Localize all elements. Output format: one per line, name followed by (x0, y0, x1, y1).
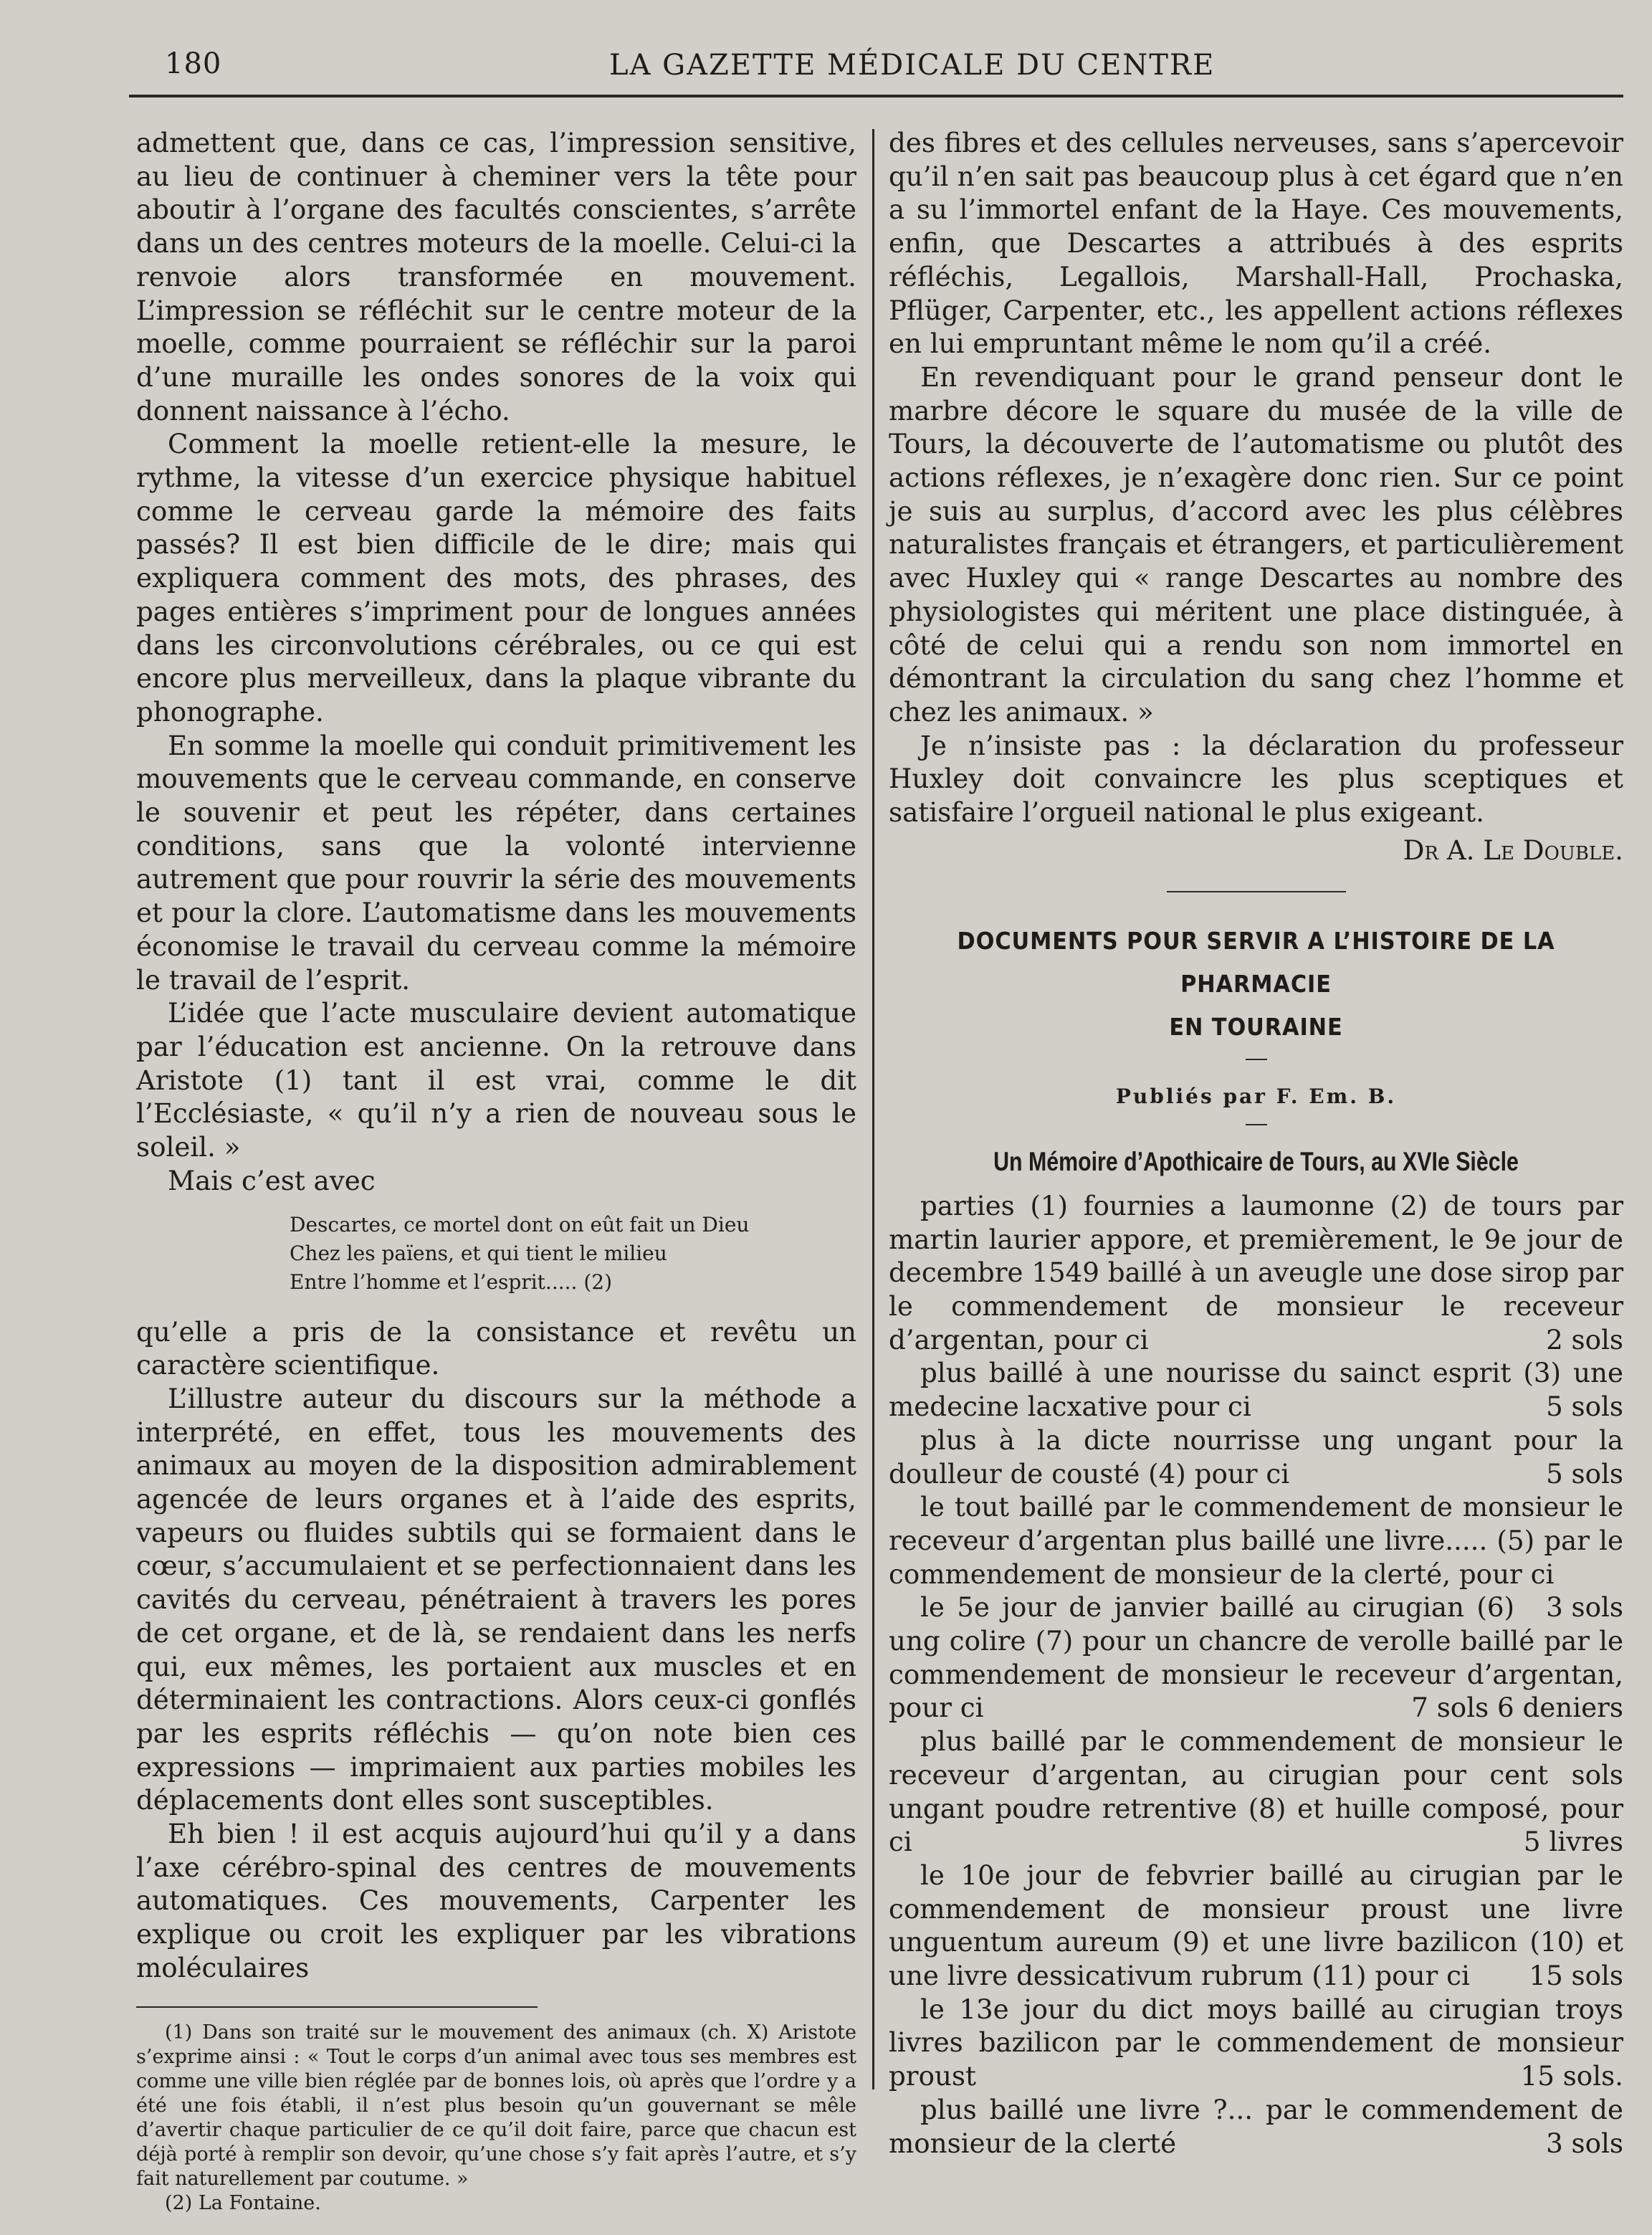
verse-line: Chez les païens, et qui tient le milieu (290, 1241, 667, 1265)
byline-dash (1246, 1124, 1267, 1125)
verse-quote (290, 1211, 856, 1297)
section-title-line: EN TOURAINE (1169, 1013, 1343, 1042)
paragraph: L’illustre auteur du discours sur la méthode a interprété, en effet, tous les mouvements des animaux au moyen de la disposition admirablement agencée de leurs organes et à l’aide des esprits, vapeurs ou fluides subtils qui se formaient dans le cœur, s’accumulaient et se perfectionnaient dans les cavités du cerveau, pénétraient à travers les pores de cet organe, et de là, se rendaient dans les nerfs qui, eux mêmes, les portaient aux muscles et en déterminaient les contractions. Alors ceux-ci gonflés par les esprits réfléchis — qu’on note bien ces expressions — imprimaient aux parties mobiles les déplacements dont elles sont susceptibles. (136, 1382, 856, 1816)
entry-amount: 5 livres (1523, 1826, 1623, 1858)
ledger-entry (889, 1859, 1623, 1993)
column-divider (872, 129, 874, 2089)
entry-text: plus baillé une livre ?... par le commendement de monsieur de la clerté (889, 2093, 1623, 2159)
entry-amount: 15 sols. (1520, 2060, 1623, 2092)
header-rule (129, 95, 1623, 97)
footnotes (136, 2021, 856, 2216)
footnote-rule (136, 2006, 538, 2008)
ledger-entry (889, 1424, 1623, 1490)
page-header (165, 47, 1627, 90)
footnote: (1) Dans son traité sur le mouvement des animaux (ch. X) Aristote s’exprime ainsi : « Tout le corps d’un animal avec tous ses membres est comme une ville bien réglée par de bonnes lois, où après que l’ordre y a été une fois établi, il n’est plus besoin qu’un gouvernant se mêle d’avertir chaque particulier de ce qu’il doit faire, parce que chacun est déjà porté à remplir son devoir, qu’une chose s’y fait après l’autre, et s’y fait naturellement par coutume. » (136, 2021, 856, 2190)
section-title-line: DOCUMENTS POUR SERVIR A L’HISTOIRE DE LA PHARMACIE (957, 927, 1555, 999)
verse-line: Entre l’homme et l’esprit..... (2) (290, 1269, 612, 1294)
entry-text: le 5e jour de janvier baillé au cirugian (6) ung colire (7) pour un chancre de verolle baillé par le commendement de monsieur le receveur d’argentan, pour ci (889, 1591, 1623, 1724)
entry-text: plus baillé par le commendement de monsieur le receveur d’argentan, au cirugian pour cent sols ungant poudre retrentive (8) et huille composé, pour ci (889, 1725, 1623, 1858)
entry-amount: 15 sols (1529, 1960, 1623, 1992)
entry-amount: 7 sols 6 deniers (1411, 1692, 1623, 1724)
ledger-entries (889, 1189, 1623, 2160)
paragraph: admettent que, dans ce cas, l’impression sensitive, au lieu de continuer à cheminer vers la tête pour aboutir à l’organe des facultés conscientes, s’arrête dans un des centres moteurs de la moelle. Celui-ci la renvoie alors transformée en mouvement. L’impression se réfléchit sur le centre moteur de la moelle, comme pourraient se réfléchir sur la paroi d’une muraille les ondes sonores de la voix qui donnent naissance à l’écho. (136, 127, 856, 426)
ledger-entry (889, 1490, 1623, 1624)
byline: Publiés par F. Em. B. (1115, 1085, 1397, 1109)
paragraph: qu’elle a pris de la consistance et revêtu un caractère scientifique. (136, 1315, 856, 1381)
ledger-entry (889, 1356, 1623, 1423)
ledger-entry (889, 1591, 1623, 1725)
ledger-entry (889, 2093, 1623, 2160)
entry-text: le 13e jour du dict moys baillé au cirugian troys livres bazilicon par le commendement de monsieur proust (889, 1993, 1623, 2092)
title-dash (1246, 1059, 1267, 1060)
paragraph: En somme la moelle qui conduit primitivement les mouvements que le cerveau commande, en conserve le souvenir et peut les répéter, dans certaines conditions, sans que la volonté intervienne autrement que pour rouvrir la série des mouvements et pour la clore. L’automatisme dans les mouvements économise le travail du cerveau comme la mémoire le travail de l’esprit. (136, 729, 856, 996)
paragraph: Je n’insiste pas : la déclaration du professeur Huxley doit convaincre les plus sceptiques et satisfaire l’orgueil national le plus exigeant. (889, 729, 1623, 829)
footnote: (2) La Fontaine. (165, 2191, 321, 2214)
paragraph: Eh bien ! il est acquis aujourd’hui qu’il y a dans l’axe cérébro-spinal des centres de mouvements automatiques. Ces mouvements, Carpenter les explique ou croit les expliquer par les vibrations moléculaires (136, 1818, 856, 1983)
ledger-entry (889, 1993, 1623, 2093)
entry-text: le 10e jour de febvrier baillé au cirugian par le commendement de monsieur proust une livre unguentum aureum (9) et une livre bazilicon (10) et une livre dessicativum rubrum (11) pour ci (889, 1859, 1623, 1992)
entry-text: le tout baillé par le commendement de monsieur le receveur d’argentan plus baillé une livre..... (5) par le commendement de monsieur de la clerté, pour ci (889, 1491, 1623, 1590)
article-subtitle: Un Mémoire d’Apothicaire de Tours, au XVIe Siècle (993, 1147, 1519, 1177)
entry-amount: 2 sols (1546, 1323, 1623, 1355)
page-number: 180 (165, 47, 222, 80)
author-signature: Dr A. Le Double. (1403, 834, 1623, 866)
left-column (136, 126, 856, 2216)
paragraph: Mais c’est avec (168, 1164, 376, 1196)
entry-text: parties (1) fournies a laumonne (2) de tours par martin laurier appore, et premièrement, le 9e jour de decembre 1549 baillé à un aveugle une dose sirop par le commendement de monsieur le receveur d’argentan, pour ci (889, 1189, 1623, 1355)
ledger-entry (889, 1189, 1623, 1357)
paragraph: Comment la moelle retient-elle la mesure, le rythme, la vitesse d’un exercice physique habituel comme le cerveau garde la mémoire des faits passés? Il est bien difficile de le dire; mais qui expliquera comment des mots, des phrases, des pages entières s’impriment pour de longues années dans les circonvolutions cérébrales, ou ce qui est encore plus merveilleux, dans la plaque vibrante du phonographe. (136, 428, 856, 728)
entry-amount: 3 sols (1546, 1591, 1623, 1624)
paragraph: des fibres et des cellules nerveuses, sans s’apercevoir qu’il n’en sait pas beaucoup plus à cet égard que n’en a su l’immortel enfant de la Haye. Ces mouvements, enfin, que Descartes a attribués à des esprits réfléchis, Legallois, Marshall-Hall, Prochaska, Pflüger, Carpenter, etc., les appellent actions réflexes en lui empruntant même le nom qu’il a créé. (889, 127, 1623, 360)
entry-text: plus à la dicte nourrisse ung ungant pour la doulleur de cousté (4) pour ci (889, 1424, 1623, 1490)
journal-title: LA GAZETTE MÉDICALE DU CENTRE (609, 49, 1216, 82)
section-title (918, 920, 1594, 1049)
entry-amount: 3 sols (1546, 2127, 1623, 2159)
right-column (889, 126, 1623, 2160)
ledger-entry (889, 1725, 1623, 1859)
entry-amount: 5 sols (1546, 1457, 1623, 1490)
section-rule (1167, 891, 1346, 892)
paragraph: L’idée que l’acte musculaire devient automatique par l’éducation est ancienne. On la retrouve dans Aristote (1) tant il est vrai, comme le dit l’Ecclésiaste, « qu’il n’y a rien de nouveau sous le soleil. » (136, 997, 856, 1163)
paragraph: En revendiquant pour le grand penseur dont le marbre décore le square du musée de la ville de Tours, la découverte de l’automatisme ou plutôt des actions réflexes, je n’exagère donc rien. Sur ce point je suis au surplus, d’accord avec les plus célèbres naturalistes français et étrangers, et particulièrement avec Huxley qui « range Descartes au nombre des physiologistes qui méritent une place distinguée, à côté de celui qui a rendu son nom immortel en démontrant la circulation du sang chez l’homme et chez les animaux. » (889, 361, 1623, 728)
entry-amount: 5 sols (1546, 1391, 1623, 1423)
entry-text: plus baillé à une nourisse du sainct esprit (3) une medecine lacxative pour ci (889, 1357, 1623, 1423)
verse-line: Descartes, ce mortel dont on eût fait un Dieu (290, 1212, 750, 1236)
